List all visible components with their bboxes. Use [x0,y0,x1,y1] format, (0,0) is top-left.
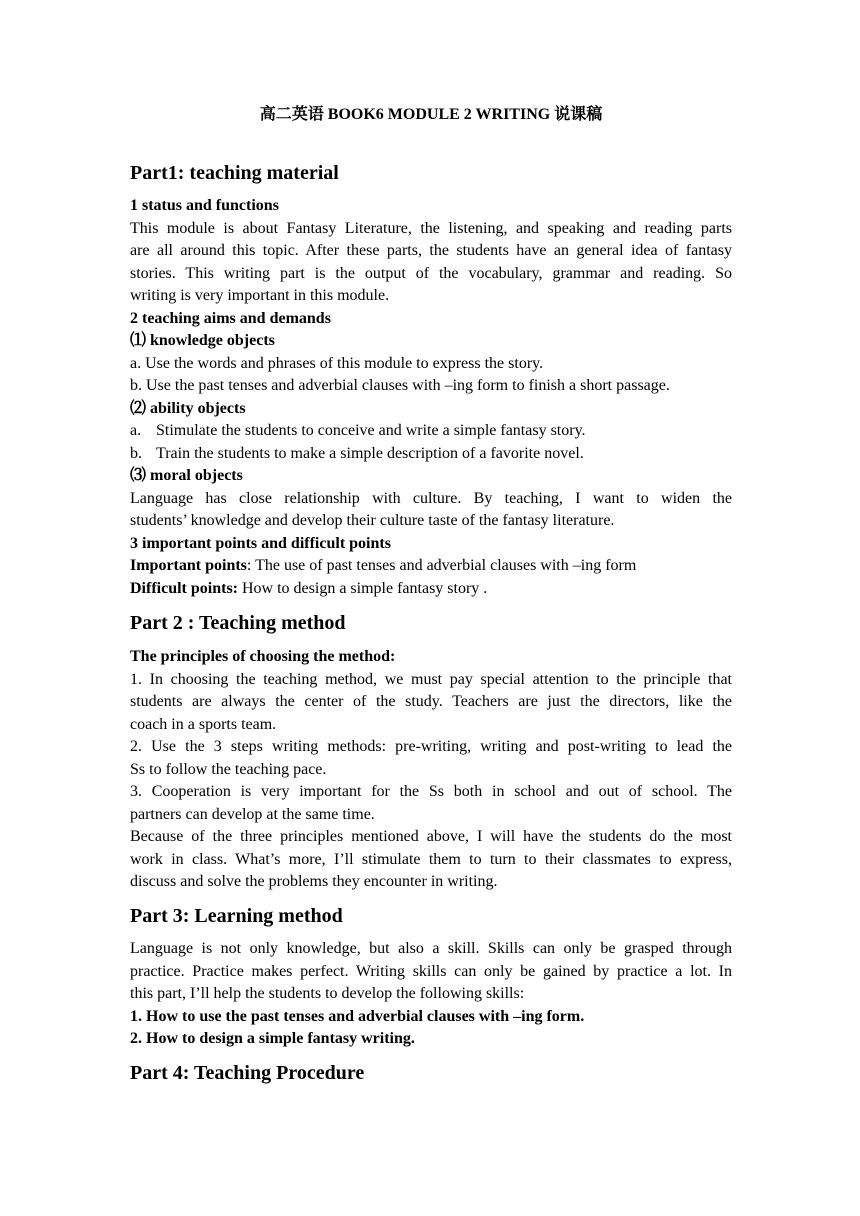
status-functions-heading: 1 status and functions [130,197,279,214]
important-points-text: : The use of past tenses and adverbial clauses with –ing form [246,557,637,574]
paragraph-line: writing is very important in this module. [130,287,390,304]
paragraph-line: 1. In choosing the teaching method, we must pay special attention to the principle that [130,670,732,688]
paragraph-line: work in class. What’s more, I’ll stimulate them to turn to their classmates to express, [130,850,732,868]
knowledge-item: a. Use the words and phrases of this module to express the story. [130,354,544,372]
important-points-label: Important points [130,557,247,574]
ability-objects-heading: ⑵ ability objects [130,399,246,417]
difficult-points-line [130,578,732,601]
paragraph-line: partners can develop at the same time. [130,805,375,823]
points-heading: 3 important points and difficult points [130,534,391,552]
list-text: Train the students to make a simple description of a favorite novel. [156,444,584,462]
paragraph-line: practice. Practice makes perfect. Writing skills can only be gained by practice a lot. In [130,962,732,980]
paragraph-line: discuss and solve the problems they encounter in writing. [130,873,498,890]
skill-item: 1. How to use the past tenses and adverbial clauses with –ing form. [130,1007,585,1025]
part3-body [130,938,732,1051]
knowledge-item: b. Use the past tenses and adverbial clauses with –ing form to finish a short passage. [130,377,670,394]
difficult-points-label: Difficult points: [130,579,238,597]
moral-objects-heading: ⑶ moral objects [130,467,243,484]
part3-heading: Part 3: Learning method [130,905,343,927]
paragraph-line: This module is about Fantasy Literature, the listening, and speaking and reading parts [130,219,732,237]
paragraph-line: 3. Cooperation is very important for the Ss both in school and out of school. The [130,783,732,800]
list-text: Stimulate the students to conceive and write a simple fantasy story. [156,422,586,439]
paragraph-line: Language is not only knowledge, but also a skill. Skills can only be grasped through [130,940,732,957]
important-points-line [130,555,732,578]
knowledge-objects-heading: ⑴ knowledge objects [130,332,275,349]
paragraph-line: stories. This writing part is the output of the vocabulary, grammar and reading. So [130,264,732,282]
list-marker: a. [130,422,142,439]
part4-heading: Part 4: Teaching Procedure [130,1062,365,1084]
paragraph-line: Because of the three principles mentioned above, I will have the students do the most [130,828,732,845]
ability-item [130,420,732,443]
part1-heading: Part1: teaching material [130,162,339,184]
paragraph-line: coach in a sports team. [130,715,277,733]
part2-body [130,646,732,894]
document-title: 高二英语 BOOK6 MODULE 2 WRITING 说课稿 [259,106,603,123]
paragraph-line: Language has close relationship with culture. By teaching, I want to widen the [130,489,732,507]
paragraph-line: 2. Use the 3 steps writing methods: pre-writing, writing and post-writing to lead the [130,738,732,755]
ability-item [130,443,732,466]
part1-body [130,195,732,600]
part2-heading: Part 2 : Teaching method [130,612,346,634]
list-marker: b. [130,444,142,462]
skill-item: 2. How to design a simple fantasy writing. [130,1030,415,1047]
paragraph-line: Ss to follow the teaching pace. [130,760,327,778]
difficult-points-text: How to design a simple fantasy story . [238,579,488,597]
paragraph-line: this part, I’ll help the students to develop the following skills: [130,985,525,1002]
paragraph-line: students’ knowledge and develop their culture taste of the fantasy literature. [130,512,615,529]
principles-heading: The principles of choosing the method: [130,648,396,665]
paragraph-line: are all around this topic. After these parts, the students have an general idea of fantasy [130,242,732,259]
teaching-aims-heading: 2 teaching aims and demands [130,309,331,327]
paragraph-line: students are always the center of the study. Teachers are just the directors, like the [130,693,732,710]
